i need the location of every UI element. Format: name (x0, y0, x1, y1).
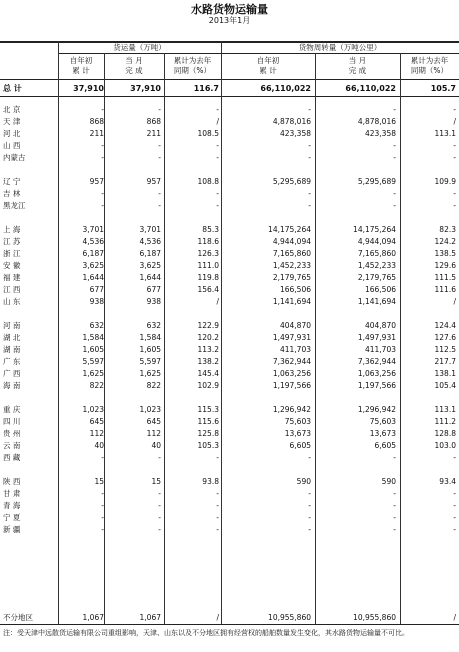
cell-volume-month: - (158, 501, 161, 510)
cell-turnover-yoy: - (453, 525, 456, 534)
cell-volume-month: - (158, 105, 161, 114)
cell-turnover-yoy: 82.3 (439, 225, 456, 234)
table-row (0, 296, 459, 307)
table-row (0, 140, 459, 151)
cell-turnover-yoy: - (453, 189, 456, 198)
cell-volume-ytd: 6,187 (82, 249, 104, 258)
cell-volume-month: 6,187 (139, 249, 161, 258)
cell-region: 北 京 (3, 105, 21, 114)
cell-turnover-month: 590 (381, 477, 396, 486)
cell-turnover-yoy: 93.4 (439, 477, 456, 486)
cell-volume-month: 938 (146, 297, 161, 306)
cell-region: 黑龙江 (3, 201, 26, 210)
cell-volume-ytd: - (101, 105, 104, 114)
cell-turnover-ytd: - (308, 489, 311, 498)
cell-region: 山 东 (3, 297, 21, 306)
table-row (0, 500, 459, 511)
cell-turnover-ytd: 75,603 (284, 417, 311, 426)
cell-turnover-yoy: - (453, 501, 456, 510)
cell-volume-yoy: 156.4 (197, 285, 219, 294)
cell-turnover-month: 166,506 (364, 285, 396, 294)
cell-turnover-ytd: 166,506 (279, 285, 311, 294)
cell-turnover-yoy: - (453, 453, 456, 462)
table-row (0, 612, 459, 623)
cell-volume-ytd: 1,605 (82, 345, 104, 354)
cell-volume-ytd: 40 (94, 441, 104, 450)
cell-volume-yoy: 93.8 (202, 477, 219, 486)
page-subtitle: 2013年1月 (208, 16, 251, 25)
cell-turnover-month: - (393, 189, 396, 198)
cell-region: 福 建 (3, 273, 21, 282)
cell-volume-month: - (158, 453, 161, 462)
cell-region: 江 苏 (3, 237, 21, 246)
cell-turnover-month: - (393, 489, 396, 498)
cell-turnover-yoy: 129.6 (434, 261, 456, 270)
cell-turnover-yoy: 105.4 (434, 381, 456, 390)
cell-volume-yoy: - (216, 153, 219, 162)
cell-volume-yoy: 111.0 (197, 261, 219, 270)
cell-turnover-yoy: 111.2 (434, 417, 456, 426)
cell-turnover-yoy: 138.5 (434, 249, 456, 258)
cell-volume-month: - (158, 513, 161, 522)
cell-turnover-yoy: 138.1 (434, 369, 456, 378)
cell-turnover-month: - (393, 153, 396, 162)
cell-turnover-yoy: - (453, 153, 456, 162)
cell-turnover-month: 404,870 (364, 321, 396, 330)
cell-region: 上 海 (3, 225, 21, 234)
table-row (0, 320, 459, 331)
cell-turnover-month: 1,197,566 (357, 381, 396, 390)
cell-turnover-month: - (393, 453, 396, 462)
cell-turnover-yoy: 124.4 (434, 321, 456, 330)
table-row (0, 272, 459, 283)
cell-volume-month: - (158, 141, 161, 150)
cell-turnover-month: - (393, 513, 396, 522)
cell-volume-yoy: - (216, 501, 219, 510)
cell-turnover-month: 1,063,256 (357, 369, 396, 378)
cell-volume-yoy: 118.6 (197, 237, 219, 246)
cell-turnover-ytd: - (308, 453, 311, 462)
cell-turnover-month: 10,955,860 (353, 613, 396, 622)
page-title: 水路货物运输量 (191, 3, 268, 16)
cell-volume-yoy: 85.3 (202, 225, 219, 234)
cell-volume-ytd: 1,023 (82, 405, 104, 414)
cell-turnover-month: - (393, 105, 396, 114)
cell-region: 内蒙古 (3, 153, 26, 162)
cell-turnover-ytd: 7,362,944 (272, 357, 311, 366)
header-c5-line1: 当 月 (348, 56, 367, 65)
cell-volume-ytd: 677 (89, 285, 104, 294)
cell-turnover-ytd: 423,358 (279, 129, 311, 138)
cell-volume-month: 957 (146, 177, 161, 186)
cell-turnover-ytd: 404,870 (279, 321, 311, 330)
cell-region: 云 南 (3, 441, 21, 450)
cell-volume-yoy: - (216, 513, 219, 522)
table-row (0, 416, 459, 427)
table-row (0, 236, 459, 247)
cell-region: 浙 江 (3, 249, 21, 258)
table-row (0, 512, 459, 523)
cell-turnover-month: 6,605 (374, 441, 396, 450)
cell-turnover-ytd: - (308, 105, 311, 114)
header-c4-line1: 自年初 (256, 56, 280, 65)
cell-volume-yoy: 119.8 (197, 273, 219, 282)
cell-turnover-yoy: / (453, 613, 456, 622)
cell-turnover-ytd: - (308, 201, 311, 210)
table-row (0, 128, 459, 139)
header-c3-line1: 累计为去年 (173, 56, 212, 65)
cell-turnover-ytd: - (308, 513, 311, 522)
header-group-rule (58, 53, 459, 54)
footnote: 注：受天津中远散货运输有限公司重组影响，天津、山东以及不分地区拥有经营权的船舶数量发生变化，其水路货物运输量不可比。 (3, 629, 409, 637)
cell-region: 甘 肃 (3, 489, 21, 498)
table-row (0, 380, 459, 391)
cell-volume-yoy: / (216, 613, 219, 622)
cell-volume-yoy: 126.3 (197, 249, 219, 258)
cell-turnover-month: 1,296,942 (357, 405, 396, 414)
cell-volume-yoy: 120.2 (197, 333, 219, 342)
cell-volume-yoy: - (216, 201, 219, 210)
cell-volume-ytd: - (101, 201, 104, 210)
cell-turnover-yoy: 111.6 (434, 285, 456, 294)
cell-region: 重 庆 (3, 405, 21, 414)
cell-volume-yoy: - (216, 489, 219, 498)
cell-volume-ytd: - (101, 501, 104, 510)
cell-volume-yoy: / (216, 117, 219, 126)
cell-turnover-ytd: 6,605 (289, 441, 311, 450)
cell-turnover-yoy: 111.5 (434, 273, 456, 282)
cell-turnover-month: 5,295,689 (357, 177, 396, 186)
table-row (0, 344, 459, 355)
table-row (0, 524, 459, 535)
cell-turnover-ytd: 411,703 (279, 345, 311, 354)
table-row (0, 248, 459, 259)
cell-volume-ytd: - (101, 453, 104, 462)
cell-turnover-month: - (393, 501, 396, 510)
cell-volume-ytd: - (101, 525, 104, 534)
cell-region: 湖 北 (3, 333, 21, 342)
cell-volume-ytd: - (101, 189, 104, 198)
cell-volume-yoy: 122.9 (197, 321, 219, 330)
cell-volume-month: 1,067 (139, 613, 161, 622)
cell-turnover-month: 411,703 (364, 345, 396, 354)
cell-volume-ytd: 645 (89, 417, 104, 426)
cell-volume-month: 4,536 (139, 237, 161, 246)
cell-volume-yoy: 115.6 (197, 417, 219, 426)
cell-volume-ytd: 822 (89, 381, 104, 390)
table-row (0, 260, 459, 271)
header-c2-line2: 完 成 (125, 66, 143, 75)
table-row (0, 404, 459, 415)
cell-turnover-yoy: 124.2 (434, 237, 456, 246)
cell-volume-month: 1,625 (139, 369, 161, 378)
cell-volume-yoy: / (216, 297, 219, 306)
cell-turnover-month: 7,165,860 (357, 249, 396, 258)
cell-turnover-month: 1,497,931 (357, 333, 396, 342)
cell-region: 贵 州 (3, 429, 21, 438)
cell-volume-month: 15 (151, 477, 161, 486)
cell-turnover-ytd: - (308, 501, 311, 510)
cell-turnover-ytd: 1,141,694 (272, 297, 311, 306)
cell-volume-ytd: 3,701 (82, 225, 104, 234)
cell-turnover-ytd: - (308, 525, 311, 534)
table-row (0, 428, 459, 439)
cell-volume-ytd: 4,536 (82, 237, 104, 246)
cell-volume-month: - (158, 189, 161, 198)
cell-turnover-month: 66,110,022 (345, 84, 396, 93)
cell-region: 辽 宁 (3, 177, 21, 186)
cell-volume-ytd: 938 (89, 297, 104, 306)
cell-turnover-month: - (393, 141, 396, 150)
cell-region: 陕 西 (3, 477, 21, 486)
cell-turnover-month: 1,452,233 (357, 261, 396, 270)
cell-region: 总 计 (3, 84, 22, 93)
cell-volume-month: - (158, 201, 161, 210)
cell-volume-yoy: - (216, 141, 219, 150)
table-row (0, 176, 459, 187)
cell-volume-yoy: - (216, 189, 219, 198)
cell-region: 海 南 (3, 381, 21, 390)
cell-turnover-yoy: 217.7 (434, 357, 456, 366)
cell-turnover-ytd: 14,175,264 (268, 225, 311, 234)
cell-turnover-ytd: 2,179,765 (272, 273, 311, 282)
cell-turnover-month: 75,603 (369, 417, 396, 426)
cell-turnover-yoy: - (453, 513, 456, 522)
table-row (0, 476, 459, 487)
cell-region: 安 徽 (3, 261, 21, 270)
cell-region: 西 藏 (3, 453, 21, 462)
header-c1-line1: 自年初 (69, 56, 93, 65)
cell-volume-month: - (158, 525, 161, 534)
cell-turnover-yoy: 103.0 (434, 441, 456, 450)
cell-turnover-month: 4,878,016 (357, 117, 396, 126)
cell-turnover-yoy: 113.1 (434, 405, 456, 414)
cell-volume-yoy: 105.3 (197, 441, 219, 450)
cell-turnover-month: 2,179,765 (357, 273, 396, 282)
cell-volume-month: 40 (151, 441, 161, 450)
header-bottom-rule (0, 79, 459, 80)
cell-turnover-month: 423,358 (364, 129, 396, 138)
cell-turnover-ytd: 590 (296, 477, 311, 486)
cell-volume-month: 37,910 (130, 84, 161, 93)
cell-volume-yoy: 108.5 (197, 129, 219, 138)
table-row (0, 356, 459, 367)
cell-turnover-ytd: 1,197,566 (272, 381, 311, 390)
table-bottom-rule (0, 624, 459, 625)
cell-volume-ytd: 3,625 (82, 261, 104, 270)
cell-volume-month: 822 (146, 381, 161, 390)
cell-region: 不分地区 (3, 613, 33, 622)
cell-volume-ytd: 868 (89, 117, 104, 126)
cell-volume-yoy: 108.8 (197, 177, 219, 186)
cell-volume-month: - (158, 489, 161, 498)
cell-turnover-month: 14,175,264 (353, 225, 396, 234)
cell-turnover-ytd: 1,452,233 (272, 261, 311, 270)
cell-region: 新 疆 (3, 525, 21, 534)
cell-volume-month: 5,597 (139, 357, 161, 366)
cell-turnover-yoy: 105.7 (430, 84, 456, 93)
cell-volume-yoy: 102.9 (197, 381, 219, 390)
cell-turnover-yoy: - (453, 105, 456, 114)
cell-turnover-yoy: 127.6 (434, 333, 456, 342)
cell-turnover-month: 4,944,094 (357, 237, 396, 246)
cell-turnover-ytd: 1,296,942 (272, 405, 311, 414)
cell-volume-ytd: 1,644 (82, 273, 104, 282)
header-c3-line2: 同期（%） (173, 66, 212, 75)
cell-turnover-yoy: / (453, 117, 456, 126)
cell-turnover-ytd: 1,063,256 (272, 369, 311, 378)
cell-turnover-ytd: 13,673 (284, 429, 311, 438)
total-bottom-rule (0, 96, 459, 97)
cell-region: 湖 南 (3, 345, 21, 354)
cell-region: 宁 夏 (3, 513, 21, 522)
cell-volume-ytd: 112 (89, 429, 104, 438)
cell-volume-month: 112 (146, 429, 161, 438)
table-row (0, 452, 459, 463)
cell-volume-month: 1,584 (139, 333, 161, 342)
cell-volume-month: - (158, 153, 161, 162)
header-c5-line2: 完 成 (348, 66, 367, 75)
cell-turnover-ytd: - (308, 141, 311, 150)
cell-volume-yoy: 113.2 (197, 345, 219, 354)
cell-turnover-month: 1,141,694 (357, 297, 396, 306)
cell-volume-yoy: - (216, 105, 219, 114)
table-row (0, 284, 459, 295)
cell-volume-yoy: 115.3 (197, 405, 219, 414)
cell-turnover-ytd: 7,165,860 (272, 249, 311, 258)
cell-region: 吉 林 (3, 189, 21, 198)
header-c6-line2: 同期（%） (410, 66, 449, 75)
cell-volume-ytd: 15 (94, 477, 104, 486)
cell-volume-ytd: 37,910 (73, 84, 104, 93)
cell-volume-ytd: 1,584 (82, 333, 104, 342)
cell-volume-month: 677 (146, 285, 161, 294)
cell-region: 青 海 (3, 501, 21, 510)
cell-region: 天 津 (3, 117, 21, 126)
table-row (0, 224, 459, 235)
cell-turnover-ytd: 4,878,016 (272, 117, 311, 126)
cell-volume-ytd: 1,067 (82, 613, 104, 622)
cell-volume-month: 211 (146, 129, 161, 138)
header-c2-line1: 当 月 (125, 56, 143, 65)
cell-volume-month: 3,701 (139, 225, 161, 234)
table-row (0, 440, 459, 451)
cell-turnover-month: 7,362,944 (357, 357, 396, 366)
cell-volume-month: 1,605 (139, 345, 161, 354)
cell-region: 山 西 (3, 141, 21, 150)
cell-volume-ytd: 1,625 (82, 369, 104, 378)
header-c1-line2: 累 计 (72, 66, 90, 75)
header-c4-line2: 累 计 (259, 66, 277, 75)
cell-volume-yoy: - (216, 453, 219, 462)
cell-turnover-yoy: - (453, 489, 456, 498)
cell-turnover-yoy: 113.1 (434, 129, 456, 138)
cell-turnover-ytd: 66,110,022 (260, 84, 311, 93)
cell-region: 江 西 (3, 285, 21, 294)
cell-turnover-yoy: 112.5 (434, 345, 456, 354)
table-row (0, 152, 459, 163)
cell-volume-month: 868 (146, 117, 161, 126)
cell-volume-month: 1,644 (139, 273, 161, 282)
cell-volume-month: 632 (146, 321, 161, 330)
cell-volume-ytd: - (101, 513, 104, 522)
cell-turnover-month: - (393, 201, 396, 210)
cell-volume-month: 3,625 (139, 261, 161, 270)
cell-turnover-yoy: 109.9 (434, 177, 456, 186)
cell-volume-ytd: 957 (89, 177, 104, 186)
table-row (0, 200, 459, 211)
cell-turnover-ytd: - (308, 153, 311, 162)
header-group-turnover: 货物周转量（万吨公里） (298, 43, 382, 52)
cell-volume-yoy: 125.8 (197, 429, 219, 438)
cell-volume-yoy: 145.4 (197, 369, 219, 378)
cell-volume-ytd: 632 (89, 321, 104, 330)
cell-volume-yoy: - (216, 525, 219, 534)
cell-region: 四 川 (3, 417, 21, 426)
table-row-total (0, 83, 459, 94)
cell-region: 广 西 (3, 369, 21, 378)
cell-volume-ytd: 211 (89, 129, 104, 138)
cell-turnover-month: - (393, 525, 396, 534)
cell-region: 河 南 (3, 321, 21, 330)
cell-region: 广 东 (3, 357, 21, 366)
cell-volume-ytd: - (101, 153, 104, 162)
cell-turnover-ytd: 5,295,689 (272, 177, 311, 186)
table-row (0, 104, 459, 115)
cell-turnover-ytd: 10,955,860 (268, 613, 311, 622)
cell-turnover-ytd: - (308, 189, 311, 198)
table-row (0, 188, 459, 199)
cell-volume-ytd: 5,597 (82, 357, 104, 366)
cell-volume-month: 1,023 (139, 405, 161, 414)
cell-volume-ytd: - (101, 141, 104, 150)
table-row (0, 488, 459, 499)
cell-volume-yoy: 116.7 (193, 84, 219, 93)
cell-turnover-ytd: 1,497,931 (272, 333, 311, 342)
cell-turnover-ytd: 4,944,094 (272, 237, 311, 246)
cell-turnover-yoy: 128.8 (434, 429, 456, 438)
cell-turnover-month: 13,673 (369, 429, 396, 438)
cell-region: 河 北 (3, 129, 21, 138)
table-row (0, 368, 459, 379)
cell-volume-month: 645 (146, 417, 161, 426)
table-row (0, 116, 459, 127)
header-group-freight-volume: 货运量（万吨） (113, 43, 166, 52)
cell-turnover-yoy: - (453, 141, 456, 150)
cell-volume-yoy: 138.2 (197, 357, 219, 366)
table-row (0, 332, 459, 343)
cell-volume-ytd: - (101, 489, 104, 498)
cell-turnover-yoy: - (453, 201, 456, 210)
header-c6-line1: 累计为去年 (410, 56, 449, 65)
cell-turnover-yoy: / (453, 297, 456, 306)
